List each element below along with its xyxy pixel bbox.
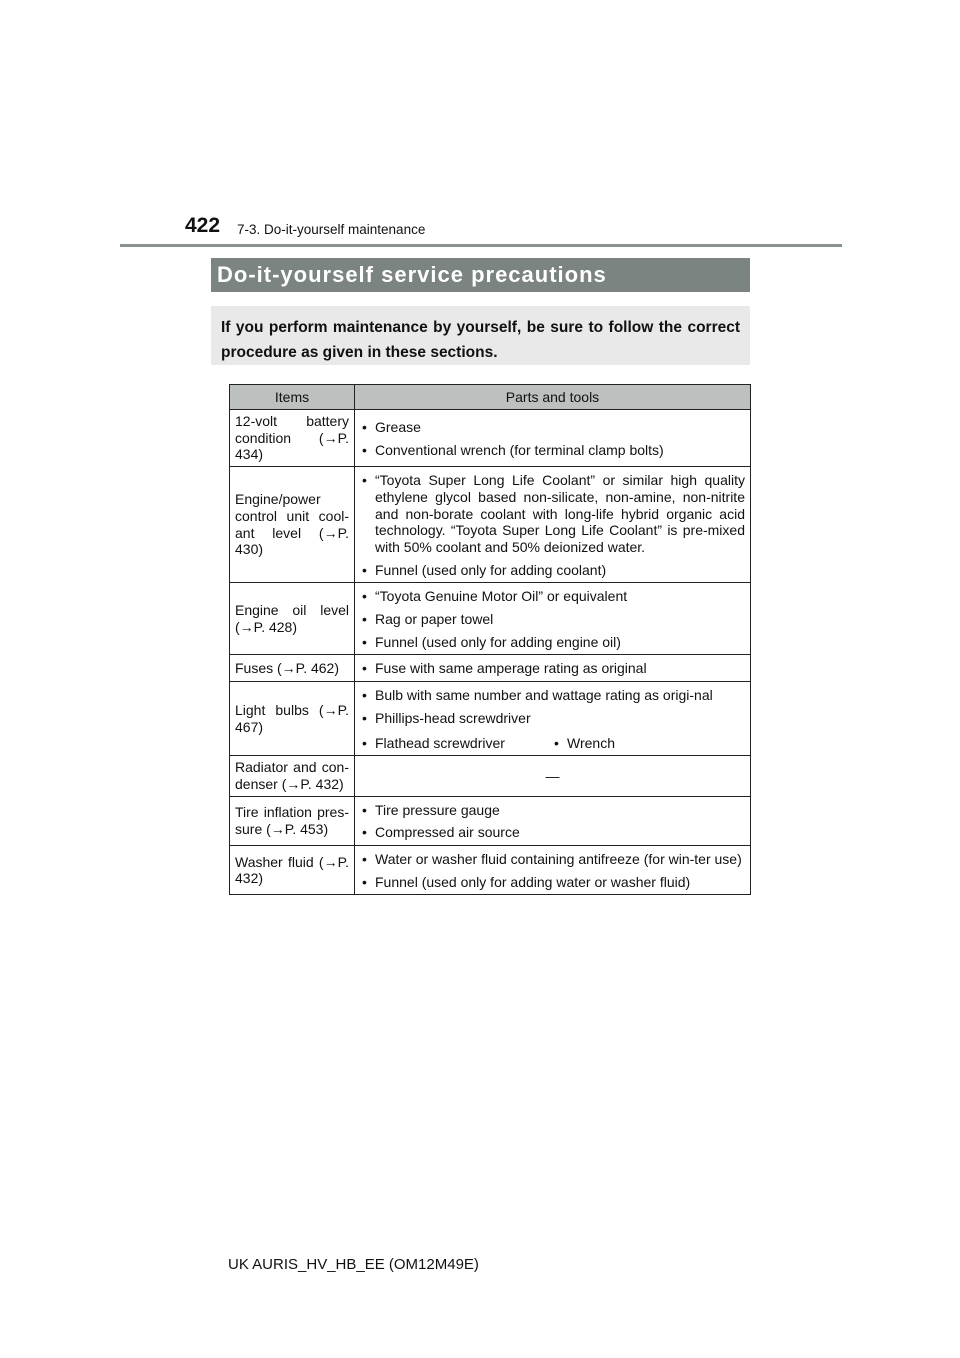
list-item: • Wrench [552,735,615,752]
list-item: • “Toyota Super Long Life Coolant” or similar high quality ethylene glycol based non-silicate, non-amine, non-nitrite and non-borate coolant with long-life hybrid organic acid technology. “Toyota Super Long Life Coolant” is pre-mixed with 50% coolant and 50% deionized water. [360,472,745,556]
table-row [230,682,751,756]
list-item: • Conventional wrench (for terminal clamp bolts) [360,442,745,459]
item-cell: Light bulbs (→P. 467) [230,682,355,756]
item-cell: Engine oil level (→P. 428) [230,583,355,655]
list-item: • Funnel (used only for adding engine oil) [360,634,745,651]
parts-cell [355,583,751,655]
item-cell: Washer fluid (→P. 432) [230,846,355,895]
intro-note: If you perform maintenance by yourself, be sure to follow the correct procedure as given in these sections. [211,306,750,365]
table-row [230,410,751,467]
page-number: 422 [185,214,221,237]
table-row [230,846,751,895]
parts-cell [355,846,751,895]
parts-cell [355,796,751,845]
parts-and-tools-table [229,384,751,895]
item-cell: Fuses (→P. 462) [230,655,355,682]
parts-cell [355,682,751,756]
document-id-footer: UK AURIS_HV_HB_EE (OM12M49E) [228,1256,479,1273]
table-header-row [230,385,751,410]
list-item: • Funnel (used only for adding water or washer fluid) [360,874,745,891]
list-item: • Fuse with same amperage rating as original [360,660,745,677]
list-item: • “Toyota Genuine Motor Oil” or equivalent [360,588,745,605]
list-item: • Flathead screwdriver [360,735,552,752]
list-item: • Phillips-head screwdriver [360,710,745,727]
list-item: • Bulb with same number and wattage rating as origi-nal [360,687,745,704]
list-item: • Rag or paper towel [360,611,745,628]
table-row [230,796,751,845]
parts-cell [355,467,751,583]
table-row [230,467,751,583]
item-cell: Radiator and con-denser (→P. 432) [230,756,355,796]
item-cell: 12-volt battery condition (→P. 434) [230,410,355,467]
list-item: • Grease [360,419,745,436]
list-item: • Funnel (used only for adding coolant) [360,562,745,579]
table-row [230,655,751,682]
column-header-parts: Parts and tools [355,385,751,410]
item-cell: Engine/power control unit cool-ant level (→P. 430) [230,467,355,583]
list-item: • Water or washer fluid containing antifreeze (for win-ter use) [360,851,745,868]
column-header-items: Items [230,385,355,410]
parts-cell [355,410,751,467]
list-item-pair [360,733,745,753]
empty-parts-dash: — [355,756,751,796]
section-label: 7-3. Do-it-yourself maintenance [237,222,426,237]
parts-cell [355,655,751,682]
page-title: Do-it-yourself service precautions [211,258,750,292]
table-row [230,583,751,655]
table-row [230,756,751,796]
header-divider [120,244,842,247]
list-item: • Tire pressure gauge [360,802,745,819]
item-cell: Tire inflation pres-sure (→P. 453) [230,796,355,845]
list-item: • Compressed air source [360,824,745,841]
